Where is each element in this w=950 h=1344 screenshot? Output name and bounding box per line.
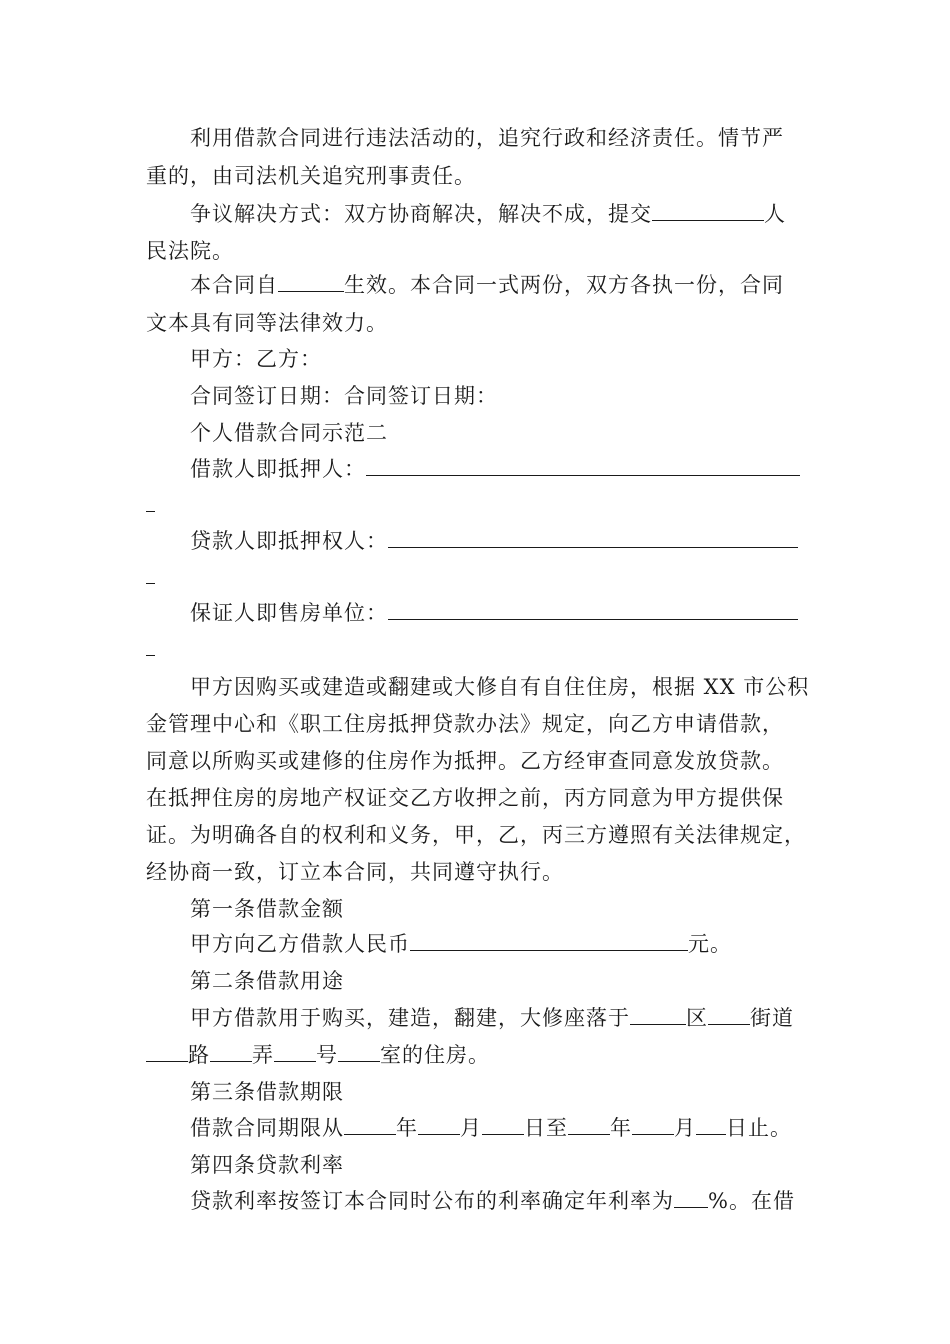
text-segment: 弄	[252, 1043, 274, 1067]
text-segment: 号	[316, 1043, 338, 1067]
text-line: 文本具有同等法律效力。	[146, 311, 388, 335]
text-segment: 街道	[750, 1006, 794, 1030]
text-line: 在抵押住房的房地产权证交乙方收押之前，丙方同意为甲方提供保	[146, 786, 784, 810]
text-segment: 争议解决方式：双方协商解决，解决不成，提交	[190, 202, 652, 226]
blank-lender[interactable]	[388, 527, 798, 548]
blank-end-year[interactable]	[568, 1114, 610, 1135]
text-segment: 月	[674, 1116, 696, 1140]
text-segment: 甲方借款用于购买，建造，翻建，大修座落于	[190, 1006, 630, 1030]
text-line: 经协商一致，订立本合同，共同遵守执行。	[146, 860, 564, 884]
lender-field	[190, 527, 798, 555]
text-segment: 日止。	[726, 1116, 792, 1140]
blank-court[interactable]	[652, 200, 764, 221]
blank-tail	[146, 511, 155, 512]
text-segment: %。在借	[708, 1189, 795, 1213]
text-line: 重的，由司法机关追究刑事责任。	[146, 164, 476, 188]
term-line	[190, 1114, 792, 1142]
text-segment: 室的住房。	[380, 1043, 490, 1067]
blank-rate[interactable]	[674, 1187, 708, 1208]
blank-start-month[interactable]	[418, 1114, 460, 1135]
borrower-field	[190, 455, 800, 483]
text-segment: 本合同自	[190, 273, 278, 297]
guarantor-field	[190, 599, 798, 627]
text-segment: 日至	[524, 1116, 568, 1140]
text-segment: 年	[610, 1116, 632, 1140]
effective-clause	[190, 271, 784, 299]
article-title: 第三条借款期限	[190, 1080, 344, 1104]
field-label: 借款人即抵押人：	[190, 457, 366, 481]
section-title: 个人借款合同示范二	[190, 421, 388, 445]
text-line: 利用借款合同进行违法活动的，追究行政和经济责任。情节严	[190, 126, 784, 150]
rate-line	[190, 1187, 795, 1215]
blank-guarantor[interactable]	[388, 599, 798, 620]
text-segment: 路	[188, 1043, 210, 1067]
sign-date-line: 合同签订日期：合同签订日期：	[190, 384, 498, 408]
text-line: 证。为明确各自的权利和义务，甲，乙，丙三方遵照有关法律规定，	[146, 823, 806, 847]
article-title: 第一条借款金额	[190, 897, 344, 921]
text-line: 金管理中心和《职工住房抵押贷款办法》规定，向乙方申请借款，	[146, 712, 784, 736]
blank-road[interactable]	[146, 1041, 188, 1062]
field-label: 贷款人即抵押权人：	[190, 529, 388, 553]
blank-tail	[146, 583, 155, 584]
blank-start-year[interactable]	[344, 1114, 396, 1135]
blank-number[interactable]	[274, 1041, 316, 1062]
blank-street[interactable]	[708, 1004, 750, 1025]
blank-end-month[interactable]	[632, 1114, 674, 1135]
amount-line	[190, 930, 732, 958]
address-line	[146, 1041, 490, 1069]
blank-end-day[interactable]	[696, 1114, 726, 1135]
blank-amount[interactable]	[410, 930, 688, 951]
blank-district[interactable]	[630, 1004, 686, 1025]
blank-room[interactable]	[338, 1041, 380, 1062]
parties-line: 甲方：乙方：	[190, 347, 322, 371]
text-line: 同意以所购买或建修的住房作为抵押。乙方经审查同意发放贷款。	[146, 749, 784, 773]
text-segment: 区	[686, 1006, 708, 1030]
purpose-line	[190, 1004, 794, 1032]
field-label: 保证人即售房单位：	[190, 601, 388, 625]
text-segment: 借款合同期限从	[190, 1116, 344, 1140]
text-line: 甲方因购买或建造或翻建或大修自有自住住房，根据 XX 市公积	[190, 675, 810, 699]
text-segment: 贷款利率按签订本合同时公布的利率确定年利率为	[190, 1189, 674, 1213]
blank-start-day[interactable]	[482, 1114, 524, 1135]
article-title: 第二条借款用途	[190, 969, 344, 993]
text-segment: 生效。本合同一式两份，双方各执一份，合同	[344, 273, 784, 297]
text-segment: 年	[396, 1116, 418, 1140]
blank-borrower[interactable]	[366, 455, 800, 476]
dispute-clause	[190, 200, 786, 228]
text-segment: 人	[764, 202, 786, 226]
text-segment: 月	[460, 1116, 482, 1140]
text-line: 民法院。	[146, 239, 234, 263]
text-segment: 元。	[688, 932, 732, 956]
blank-effective-date[interactable]	[278, 271, 344, 292]
article-title: 第四条贷款利率	[190, 1153, 344, 1177]
text-segment: 甲方向乙方借款人民币	[190, 932, 410, 956]
blank-lane[interactable]	[210, 1041, 252, 1062]
blank-tail	[146, 655, 155, 656]
